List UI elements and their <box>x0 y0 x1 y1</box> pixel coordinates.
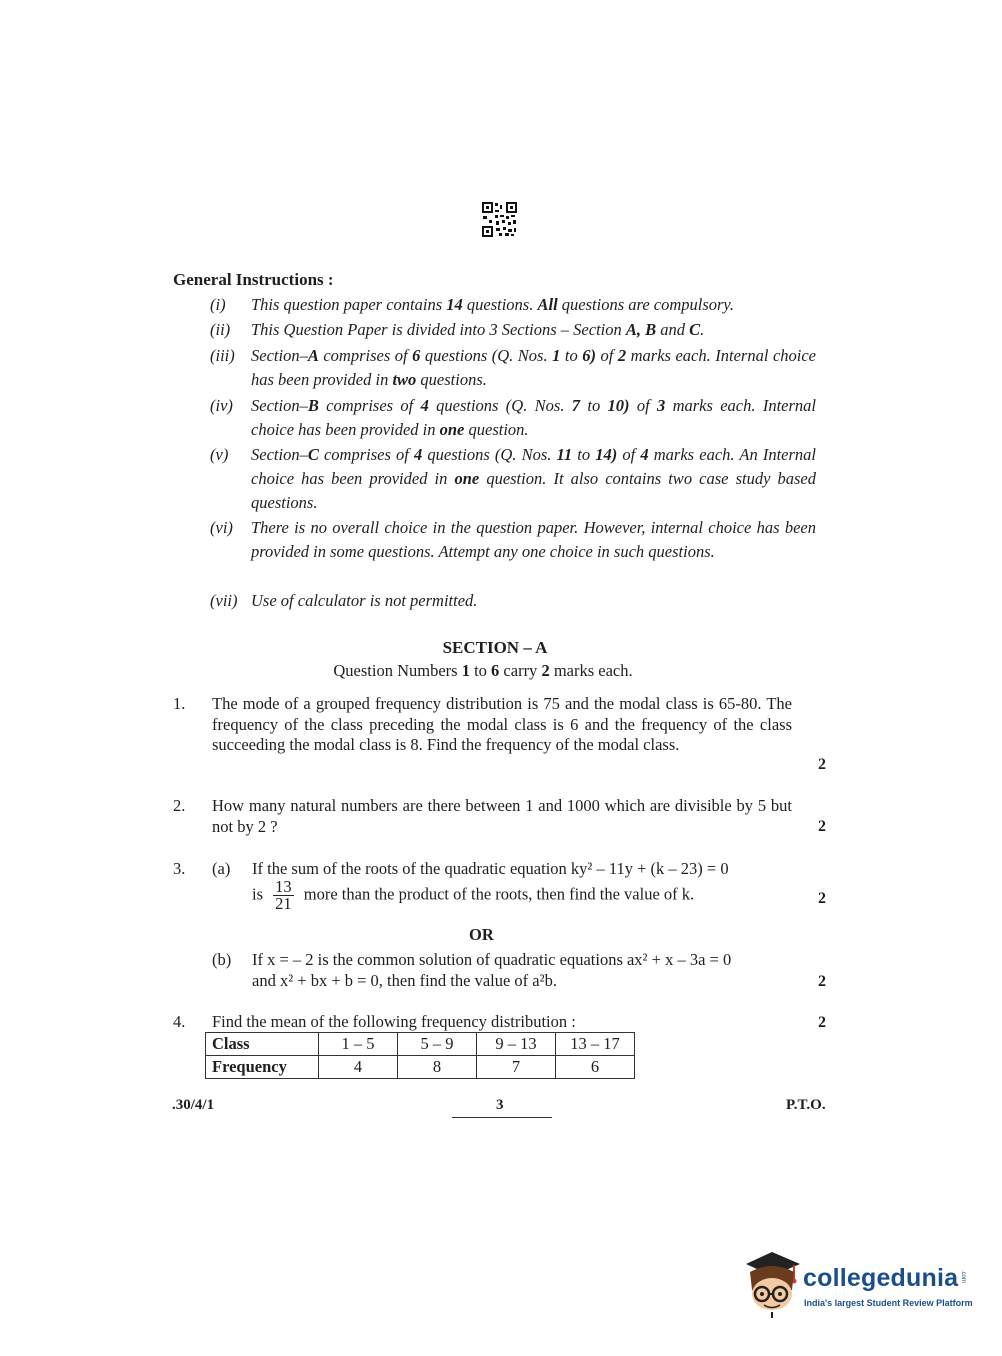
page-number-underline <box>452 1117 552 1118</box>
option-a-line1: If the sum of the roots of the quadratic equation ky² – 11y + (k – 23) = 0 <box>252 859 729 878</box>
frequency-table <box>205 1032 635 1079</box>
table-row <box>206 1056 635 1079</box>
table-row-label: Class <box>206 1033 319 1056</box>
brand-domain: .com <box>960 1270 966 1284</box>
instruction-text: This Question Paper is divided into 3 Sections – Section A, B and C. <box>251 320 705 339</box>
instruction-number: (iv) <box>210 396 233 415</box>
question-text: The mode of a grouped frequency distribution is 75 and the modal class is 65-80. The frequency of the class preceding the modal class is 6 and the frequency of the class succeeding the modal class is 8. Find the frequency of the modal class. <box>212 694 792 754</box>
pto-label: P.T.O. <box>786 1097 826 1113</box>
instruction-number: (v) <box>210 445 229 464</box>
table-cell: 4 <box>319 1056 398 1079</box>
marks: 2 <box>818 818 826 835</box>
question-number: 1. <box>173 694 186 713</box>
option-a-rest: more than the product of the roots, then find the value of k. <box>303 884 695 904</box>
table-cell: 6 <box>556 1056 635 1079</box>
instruction-number: (iii) <box>210 346 235 365</box>
page-number: 3 <box>496 1097 504 1113</box>
table-cell: 9 – 13 <box>477 1033 556 1056</box>
option-b-label: (b) <box>212 950 232 969</box>
option-b-line1: If x = – 2 is the common solution of quadratic equations ax² + x – 3a = 0 <box>252 950 732 969</box>
table-row-label: Frequency <box>206 1056 319 1079</box>
table-cell: 8 <box>398 1056 477 1079</box>
option-a-line2 <box>252 879 694 912</box>
question-text: How many natural numbers are there between 1 and 1000 which are divisible by 5 but not by 2 ? <box>212 796 792 836</box>
instruction-text: There is no overall choice in the question paper. However, internal choice has been provided in some questions. Attempt any one choice in such questions. <box>251 518 816 561</box>
brand-tagline: India's largest Student Review Platform <box>804 1298 973 1308</box>
instruction-text: This question paper contains 14 questions. All questions are compulsory. <box>251 295 734 314</box>
fraction-denominator: 21 <box>275 894 292 913</box>
or-separator: OR <box>469 925 494 944</box>
section-title: SECTION – A <box>442 638 548 657</box>
instruction-number: (ii) <box>210 320 231 339</box>
instruction-text: Section–A comprises of 6 questions (Q. Nos. 1 to 6) of 2 marks each. Internal choice has been provided in two questions. <box>251 346 816 389</box>
table-cell: 7 <box>477 1056 556 1079</box>
instruction-text: Section–B comprises of 4 questions (Q. Nos. 7 to 10) of 3 marks each. Internal choice has been provided in one question. <box>251 396 816 439</box>
marks: 2 <box>818 973 826 990</box>
table-cell: 5 – 9 <box>398 1033 477 1056</box>
question-text: Find the mean of the following frequency distribution : <box>212 1012 576 1031</box>
instruction-text: Use of calculator is not permitted. <box>251 591 478 610</box>
option-b-line2: and x² + bx + b = 0, then find the value of a²b. <box>252 971 557 990</box>
question-number: 2. <box>173 796 186 815</box>
fraction-numerator: 13 <box>275 877 292 896</box>
brand-name: collegedunia <box>803 1264 959 1292</box>
instruction-number: (i) <box>210 295 226 314</box>
question-number: 4. <box>173 1012 186 1031</box>
marks: 2 <box>818 756 826 773</box>
collegedunia-mascot-icon <box>742 1250 804 1320</box>
section-subtitle: Question Numbers 1 to 6 carry 2 marks each. <box>333 661 633 680</box>
general-instructions-heading: General Instructions : <box>173 270 334 289</box>
is-word: is <box>252 884 264 904</box>
table-cell: 1 – 5 <box>319 1033 398 1056</box>
instruction-number: (vii) <box>210 591 238 610</box>
qr-code-icon <box>481 201 518 238</box>
fraction <box>273 879 294 912</box>
option-a-label: (a) <box>212 859 231 878</box>
table-row <box>206 1033 635 1056</box>
question-number: 3. <box>173 859 186 878</box>
instruction-text: Section–C comprises of 4 questions (Q. Nos. 11 to 14) of 4 marks each. An Internal choice has been provided in one question. It also contains two case study based questions. <box>251 445 816 512</box>
table-cell: 13 – 17 <box>556 1033 635 1056</box>
paper-code: .30/4/1 <box>172 1097 215 1113</box>
instruction-number: (vi) <box>210 518 233 537</box>
marks: 2 <box>818 890 826 907</box>
marks: 2 <box>818 1014 826 1031</box>
